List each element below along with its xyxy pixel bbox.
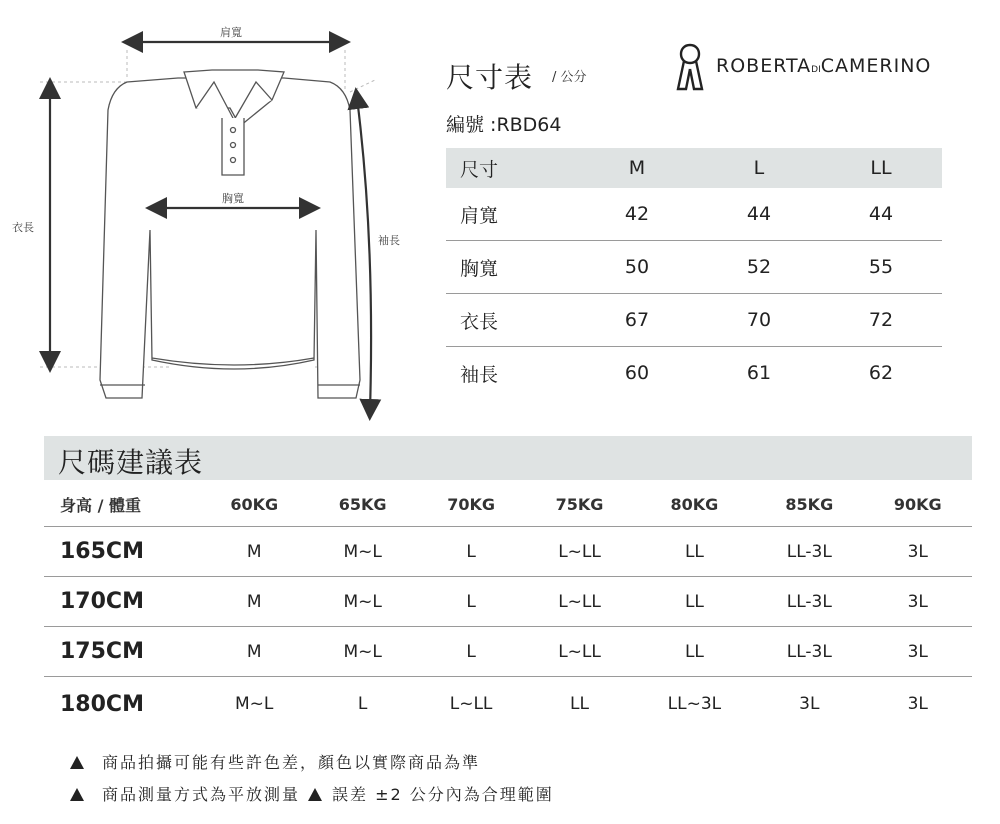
measure-value: 55 <box>820 241 942 294</box>
rec-size-cell: LL <box>634 577 755 627</box>
rec-size-cell: M~L <box>308 627 416 677</box>
note-line-1 <box>70 750 480 773</box>
length-dimension-label: 衣長 <box>12 221 34 234</box>
rec-size-cell: LL-3L <box>755 577 863 627</box>
rec-header-cell: 90KG <box>864 482 972 527</box>
measure-value: 52 <box>698 241 820 294</box>
rec-header-cell: 65KG <box>308 482 416 527</box>
size-header-cell: L <box>698 148 820 188</box>
rec-size-cell: L <box>417 627 525 677</box>
brand-logo <box>670 38 931 94</box>
note-text: 商品拍攝可能有些許色差，顏色以實際商品為準 <box>102 753 481 772</box>
measure-value: 67 <box>576 294 698 347</box>
rec-size-cell: LL <box>570 694 589 715</box>
chest-dimension-label: 胸寬 <box>222 192 244 205</box>
brand-name-left: ROBERTA <box>716 55 812 77</box>
size-table-row <box>446 188 942 241</box>
rec-size-cell: LL <box>634 527 755 577</box>
rec-size-cell: M~L <box>308 577 416 627</box>
rec-size-cell: M <box>200 527 308 577</box>
brand-name-di: DI <box>811 65 821 75</box>
rec-size-cell: L~LL <box>525 627 633 677</box>
rec-size-cell: L~LL <box>525 527 633 577</box>
size-header-cell: M <box>576 148 698 188</box>
measure-value: 60 <box>624 362 650 384</box>
rec-size-cell: 3L <box>864 527 972 577</box>
brand-name-right: CAMERINO <box>820 55 932 77</box>
rec-size-cell: M~L <box>308 527 416 577</box>
measure-value: 72 <box>820 294 942 347</box>
measure-value: 42 <box>576 188 698 241</box>
height-label: 175CM <box>44 627 200 677</box>
rec-size-cell: LL <box>634 627 755 677</box>
note-text: 商品測量方式為平放測量 <box>102 785 301 804</box>
measure-value: 70 <box>698 294 820 347</box>
size-table-row <box>446 241 942 294</box>
shoulder-dimension-label: 肩寬 <box>220 26 242 39</box>
rec-size-cell: LL-3L <box>755 627 863 677</box>
rec-size-cell: L <box>417 577 525 627</box>
rec-header-cell: 85KG <box>755 482 863 527</box>
height-label: 165CM <box>44 527 200 577</box>
sleeve-dimension-label: 袖長 <box>378 234 400 247</box>
measure-value: 44 <box>698 188 820 241</box>
rec-header-cell: 75KG <box>525 482 633 527</box>
measure-value: 44 <box>820 188 942 241</box>
rec-size-cell: LL-3L <box>755 527 863 577</box>
rec-size-cell: 3L <box>864 627 972 677</box>
rec-size-cell: M~L <box>235 694 274 715</box>
rec-size-cell: M <box>200 577 308 627</box>
recommendation-row <box>44 677 972 732</box>
measure-label: 胸寬 <box>446 241 576 294</box>
rec-header-cell: 70KG <box>417 482 525 527</box>
rec-size-cell: L <box>417 527 525 577</box>
recommendation-row <box>44 627 972 677</box>
measure-label: 肩寬 <box>446 188 576 241</box>
rec-header-cell: 80KG <box>634 482 755 527</box>
triangle-bullet-icon <box>70 756 84 769</box>
size-table <box>446 148 942 399</box>
measure-label: 袖長 <box>460 363 499 386</box>
rec-size-cell: L~LL <box>525 577 633 627</box>
rec-size-cell: 3L <box>864 577 972 627</box>
rec-header-cell: 60KG <box>200 482 308 527</box>
shirt-illustration <box>0 0 430 430</box>
height-label: 180CM <box>60 691 144 717</box>
rec-size-cell: L~LL <box>449 694 493 715</box>
shirt-diagram <box>0 0 430 430</box>
brand-scarf-icon <box>670 39 710 93</box>
recommendation-table <box>44 482 972 732</box>
rec-size-cell: 3L <box>799 694 820 715</box>
measure-value: 62 <box>868 362 894 384</box>
recommendation-header-row <box>44 482 972 527</box>
recommendation-row <box>44 527 972 577</box>
unit-label: / 公分 <box>552 70 587 85</box>
size-header-cell: LL <box>820 148 942 188</box>
product-code: 編號 :RBD64 <box>446 114 562 136</box>
triangle-bullet-icon <box>308 788 322 801</box>
recommendation-title: 尺碼建議表 <box>58 446 204 479</box>
height-label: 170CM <box>44 577 200 627</box>
rec-header-cell: 身高 / 體重 <box>44 482 200 527</box>
triangle-bullet-icon <box>70 788 84 801</box>
size-table-header <box>446 148 942 188</box>
size-header-cell: 尺寸 <box>446 148 576 188</box>
size-table-row <box>446 347 942 400</box>
rec-size-cell: LL~3L <box>667 694 722 715</box>
measure-label: 衣長 <box>446 294 576 347</box>
measure-value: 61 <box>746 362 772 384</box>
recommendation-row <box>44 577 972 627</box>
note-line-2 <box>70 782 554 805</box>
size-chart-title: 尺寸表 <box>446 61 534 94</box>
measure-value: 50 <box>576 241 698 294</box>
rec-size-cell: 3L <box>907 694 928 715</box>
rec-size-cell: M <box>200 627 308 677</box>
note-text: 誤差 ±2 公分內為合理範圍 <box>332 785 554 804</box>
rec-size-cell: L <box>357 694 368 715</box>
size-table-row <box>446 294 942 347</box>
